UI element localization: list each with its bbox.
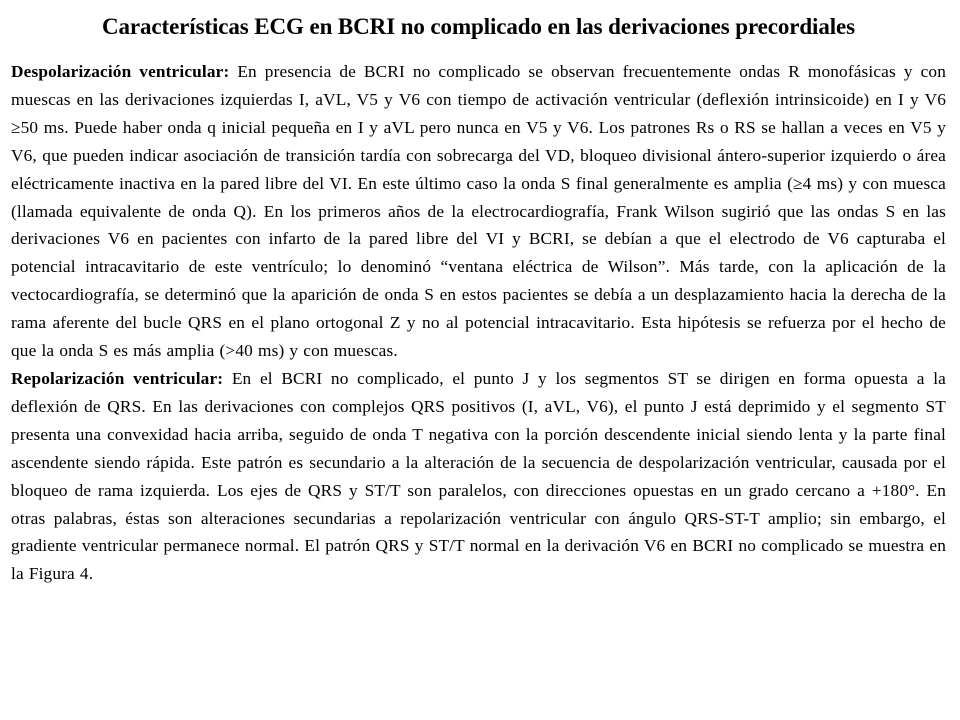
- paragraph-repolarizacion: [11, 365, 946, 588]
- section-heading-repolarizacion: Repolarización ventricular:: [11, 368, 224, 388]
- section-text-repolarizacion: En el BCRI no complicado, el punto J y los segmentos ST se dirigen en forma opuesta a la deflexión de QRS. En las derivaciones con complejos QRS positivos (I, aVL, V6), el punto J está deprimido y el segmento ST presenta una convexidad hacia arriba, seguido de onda T negativa con la porción descendente inicial siendo lenta y la parte final ascendente siendo rápida. Este patrón es secundario a la alteración de la secuencia de despolarización ventricular, causada por el bloqueo de rama izquierda. Los ejes de QRS y ST/T son paralelos, con direcciones opuestas en un grado cercano a +180°. En otras palabras, éstas son alteraciones secundarias a repolarización ventricular con ángulo QRS-ST-T amplio; sin embargo, el gradiente ventricular permanece normal. El patrón QRS y ST/T normal en la derivación V6 en BCRI no complicado se muestra en la Figura 4.: [11, 368, 946, 584]
- page-title: Características ECG en BCRI no complicado en las derivaciones precordiales: [101, 14, 856, 39]
- section-heading-despolarizacion: Despolarización ventricular:: [11, 62, 230, 81]
- section-text-despolarizacion: En presencia de BCRI no complicado se observan frecuentemente ondas R monofásicas y con muescas en las derivaciones izquierdas I, aVL, V5 y V6 con tiempo de activación ventricular (deflexión intrinsicoide) en I y V6 ≥50 ms. Puede haber onda q inicial pequeña en I y aVL pero nunca en V5 y V6. Los patrones Rs o RS se hallan a veces en V5 y V6, que pueden indicar asociación de transición tardía con sobrecarga del VD, bloqueo divisional ántero-superior izquierdo o área eléctricamente inactiva en la pared libre del VI. En este último caso la onda S final generalmente es amplia (≥4 ms) y con muesca (llamada equivalente de onda Q). En los primeros años de la electrocardiografía, Frank Wilson sugirió que las ondas S en las derivaciones V6 en pacientes con infarto de la pared libre del VI y BCRI, se debían a que el electrodo de V6 capturaba el potencial intracavitario de este ventrículo; lo denominó “ventana eléctrica de Wilson”. Más tarde, con la aplicación de la vectocardiografía, se determinó que la aparición de onda S en estos pacientes se debía a un desplazamiento hacia la derecha de la rama aferente del bucle QRS en el plano ortogonal Z y no al potencial intracavitario. Esta hipótesis se refuerza por el hecho de que la onda S es más amplia (>40 ms) y con muescas.: [11, 62, 946, 361]
- paragraph-despolarizacion: [11, 58, 946, 365]
